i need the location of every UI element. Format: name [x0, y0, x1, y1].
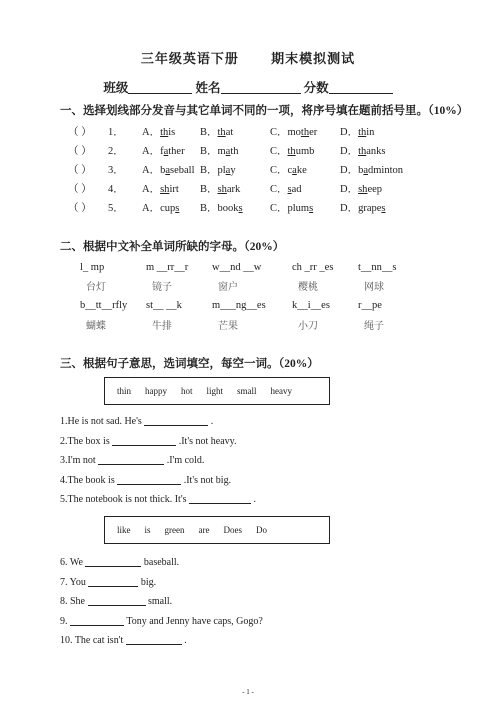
- underlined-part: sh: [358, 184, 368, 195]
- sentence-start: 8. She: [60, 596, 85, 607]
- option-b[interactable]: B．that: [200, 127, 234, 138]
- word-box-1: [104, 377, 330, 405]
- option-c[interactable]: C．mother: [270, 127, 318, 138]
- sentence: [60, 413, 213, 427]
- chinese-hint: 镜子: [152, 282, 172, 293]
- option-c[interactable]: C．thumb: [270, 146, 315, 157]
- word-option: green: [164, 525, 185, 535]
- sentence: [60, 632, 187, 646]
- option-c[interactable]: C．sad: [270, 184, 302, 195]
- option-d[interactable]: D．thanks: [340, 146, 386, 157]
- word-option: is: [144, 525, 151, 535]
- answer-blank[interactable]: [126, 632, 182, 645]
- sentence-end: .It's not heavy.: [178, 435, 237, 447]
- sentence: [60, 491, 256, 505]
- chinese-hint: 小刀: [298, 321, 318, 332]
- answer-blank[interactable]: [189, 491, 251, 504]
- sentence-end: big.: [140, 576, 157, 588]
- score-blank[interactable]: [329, 81, 393, 94]
- sentence: [60, 433, 237, 447]
- answer-paren[interactable]: （ ）: [68, 184, 92, 195]
- word-blank[interactable]: l_ mp: [80, 262, 105, 273]
- word-option: small: [237, 386, 257, 396]
- word-option: hot: [181, 386, 193, 396]
- underlined-part: a: [292, 165, 297, 176]
- underlined-part: s: [381, 203, 386, 214]
- sentence-start: 10. The cat isn't: [60, 635, 124, 646]
- underlined-part: a: [363, 165, 369, 176]
- word-box-2: [104, 516, 330, 544]
- option-d[interactable]: D．grapes: [340, 203, 386, 214]
- answer-paren[interactable]: （ ）: [68, 165, 92, 176]
- answer-paren[interactable]: （ ）: [68, 203, 92, 214]
- question-number: 2．: [108, 146, 124, 157]
- class-blank[interactable]: [128, 81, 192, 94]
- option-a[interactable]: A．shirt: [142, 184, 179, 195]
- underlined-part: th: [300, 127, 310, 138]
- answer-blank[interactable]: [88, 574, 138, 587]
- sentence-start: 5.The notebook is not thick. It's: [60, 494, 187, 505]
- answer-blank[interactable]: [117, 472, 181, 485]
- answer-blank[interactable]: [112, 433, 176, 446]
- underlined-part: s: [309, 203, 314, 214]
- sentence-end: .: [253, 494, 257, 505]
- chinese-hint: 牛排: [152, 321, 172, 332]
- option-a[interactable]: A．cups: [142, 203, 180, 214]
- chinese-hint: 蝴蝶: [86, 321, 106, 332]
- title-grade: 三年级英语下册: [140, 51, 239, 66]
- underlined-part: a: [163, 146, 169, 157]
- page-title: [0, 48, 496, 67]
- underlined-part: a: [225, 146, 231, 157]
- chinese-hint: 芒果: [218, 321, 238, 332]
- word-blank[interactable]: ch _rr _es: [292, 262, 334, 273]
- word-blank[interactable]: m __rr__r: [146, 262, 189, 273]
- sentence: [60, 613, 263, 627]
- underlined-part: th: [217, 127, 226, 138]
- chinese-hint: 樱桃: [298, 282, 318, 293]
- word-blank[interactable]: r__pe: [358, 300, 382, 311]
- answer-blank[interactable]: [70, 613, 124, 626]
- option-d[interactable]: D．thin: [340, 127, 375, 138]
- sentence-start: 9.: [60, 615, 68, 627]
- sentence: [60, 593, 172, 607]
- sentence-end: .: [184, 635, 187, 646]
- sentence: [60, 452, 204, 466]
- section-3-heading: 三、根据句子意思，选词填空，每空一词。（20%）: [60, 358, 319, 370]
- sentence: [60, 472, 231, 486]
- answer-paren[interactable]: （ ）: [68, 127, 92, 138]
- word-option: light: [206, 386, 224, 396]
- underlined-part: th: [358, 127, 367, 138]
- sentence: [60, 554, 179, 568]
- title-test: 期末模拟测试: [271, 51, 356, 66]
- word-blank[interactable]: m___ng__es: [212, 300, 266, 311]
- underlined-part: s: [287, 184, 292, 195]
- name-label: 姓名: [195, 81, 221, 95]
- section-1-heading: 一、选择划线部分发音与其它单词不同的一项，将序号填在题前括号里。（10%）: [60, 105, 469, 117]
- question-number: 1．: [108, 127, 124, 138]
- sentence-start: 6. We: [60, 557, 83, 568]
- option-b[interactable]: B．math: [200, 146, 239, 157]
- sentence-end: .I'm cold.: [166, 455, 205, 466]
- answer-blank[interactable]: [144, 413, 208, 426]
- underlined-part: sh: [217, 184, 227, 195]
- word-option: like: [117, 525, 131, 535]
- word-blank[interactable]: st__ __k: [146, 300, 182, 311]
- question-number: 5．: [108, 203, 124, 214]
- word-option: thin: [117, 386, 132, 396]
- page-number: - 1 -: [242, 688, 254, 696]
- sentence-start: 7. You: [60, 576, 86, 588]
- word-blank[interactable]: w__nd __w: [212, 262, 262, 273]
- sentence-start: 1.He is not sad. He's: [60, 416, 142, 427]
- option-c[interactable]: C．cake: [270, 165, 307, 176]
- option-d[interactable]: D．sheep: [340, 184, 383, 195]
- underlined-part: s: [175, 203, 180, 214]
- name-blank[interactable]: [221, 81, 301, 94]
- sentence-end: Tony and Jenny have caps, Gogo?: [126, 615, 263, 627]
- sentence-end: .It's not big.: [183, 474, 232, 486]
- section-2-heading: 二、根据中文补全单词所缺的字母。（20%）: [60, 241, 285, 253]
- sentence-end: .: [210, 416, 214, 427]
- option-a[interactable]: A．father: [142, 146, 185, 157]
- word-blank[interactable]: b__tt__rfly: [80, 300, 128, 311]
- option-a[interactable]: A．this: [142, 127, 176, 138]
- answer-blank[interactable]: [98, 452, 164, 465]
- word-option: are: [198, 525, 210, 535]
- sentence-end: baseball.: [143, 557, 180, 568]
- underlined-part: sh: [160, 184, 170, 195]
- option-a[interactable]: A．baseball: [142, 165, 195, 176]
- option-c[interactable]: C．plums: [270, 203, 314, 214]
- underlined-part: a: [225, 165, 231, 176]
- underlined-part: th: [287, 146, 296, 157]
- question-number: 3．: [108, 165, 124, 176]
- underlined-part: th: [160, 127, 169, 138]
- underlined-part: s: [238, 203, 243, 214]
- underlined-part: th: [358, 146, 367, 157]
- sentence-end: small.: [148, 596, 173, 607]
- question-number: 4．: [108, 184, 124, 195]
- chinese-hint: 窗户: [218, 282, 238, 293]
- chinese-hint: 网球: [364, 282, 384, 293]
- chinese-hint: 台灯: [86, 282, 106, 293]
- student-info: [0, 78, 496, 96]
- chinese-hint: 绳子: [364, 321, 384, 332]
- word-option: heavy: [270, 386, 293, 396]
- option-b[interactable]: B．books: [200, 203, 243, 214]
- answer-blank[interactable]: [85, 554, 141, 567]
- option-b[interactable]: B．play: [200, 165, 236, 176]
- word-option: happy: [145, 386, 168, 396]
- word-blank[interactable]: k__i__es: [292, 300, 330, 311]
- word-option: Do: [256, 525, 268, 535]
- sentence-start: 2.The box is: [60, 435, 110, 447]
- score-label: 分数: [303, 81, 329, 95]
- word-blank[interactable]: t__nn__s: [358, 262, 397, 273]
- answer-blank[interactable]: [88, 593, 146, 606]
- sentence-start: 4.The book is: [60, 474, 115, 486]
- underlined-part: a: [165, 165, 171, 176]
- sentence-start: 3.I'm not: [60, 455, 96, 466]
- class-label: 班级: [103, 81, 129, 95]
- sentence: [60, 574, 156, 588]
- option-b[interactable]: B．shark: [200, 184, 241, 195]
- option-d[interactable]: D．badminton: [340, 165, 404, 176]
- answer-paren[interactable]: （ ）: [68, 146, 92, 157]
- word-option: Does: [223, 525, 243, 535]
